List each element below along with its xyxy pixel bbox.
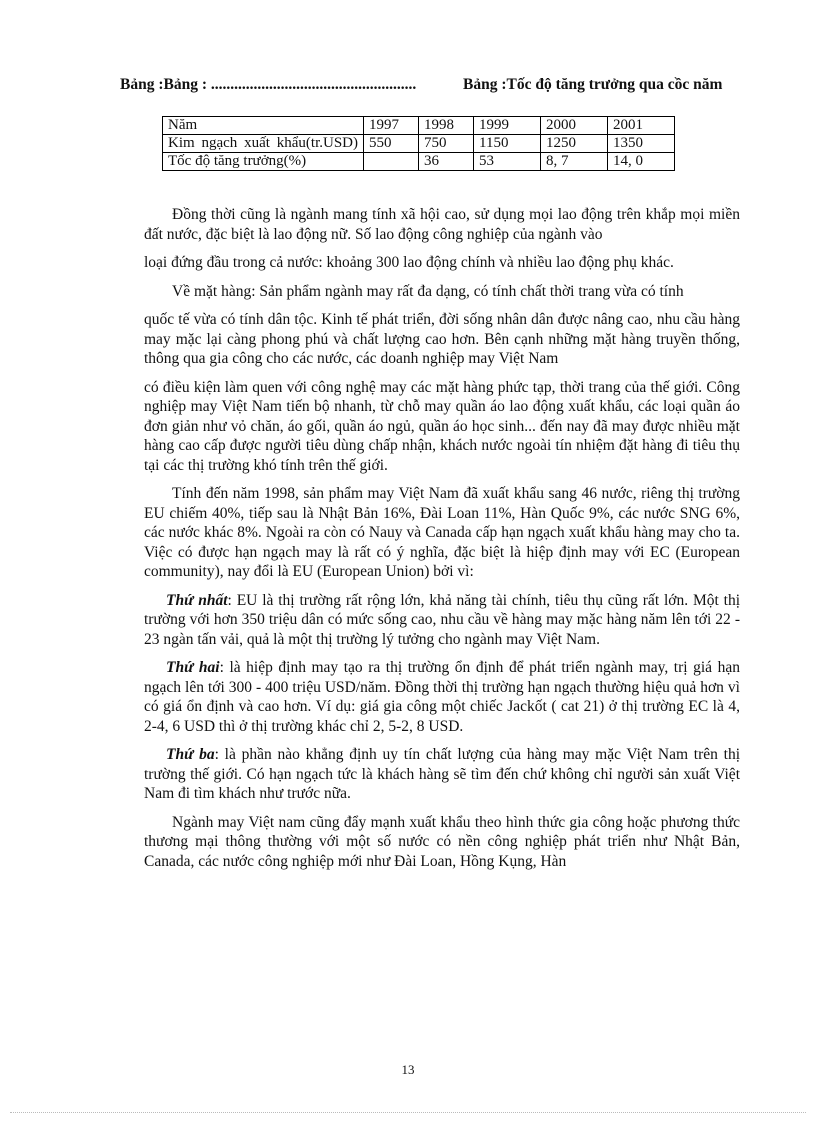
table-cell: 8, 7 — [541, 153, 608, 171]
table-cell: 2001 — [608, 117, 675, 135]
footer-divider — [10, 1112, 806, 1113]
heading-left: Bảng :Bảng : ..................................................... — [120, 76, 417, 93]
paragraph: Ngành may Việt nam cũng đẩy mạnh xuất khẩu theo hình thức gia công hoặc phương thức thương mại thông thường với một số nước có nền công nghiệp phát triển như Nhật Bản, Canada, các nước công nghiệp mới như Đài Loan, Hồng Kụng, Hàn — [144, 813, 740, 870]
table-cell: 36 — [419, 153, 474, 171]
paragraph: Tính đến năm 1998, sản phẩm may Việt Nam đã xuất khẩu sang 46 nước, riêng thị trường EU chiếm 40%, tiếp sau là Nhật Bản 16%, Đài Loan 11%, Hàn Quốc 9%, các nước SNG 6%, các nước khác 8%. Ngoài ra còn có Nauy và Canada cấp hạn ngạch xuất khẩu hàng may cho ta. Việc có được hạn ngạch may là rất có ý nghĩa, đặc biệt là hiệp định may với EC (European community), nay đổi là EU (European Union) bởi vì: — [144, 485, 740, 580]
reason-text: : là phần nào khẳng định uy tín chất lượng của hàng may mặc Việt Nam trên thị trường thế giới. Có hạn ngạch tức là khách hàng sẽ tìm đến chứ không chỉ người sản xuất Việt Nam đi tìm khách như trước nữa. — [144, 746, 740, 802]
table-cell: 14, 0 — [608, 153, 675, 171]
page-number: 13 — [401, 1062, 415, 1077]
table-cell: 1350 — [608, 135, 675, 153]
reason-label: Thứ ba — [166, 746, 215, 763]
reason-text: : là hiệp định may tạo ra thị trường ổn định để phát triển ngành may, trị giá hạn ngạch lên tới 300 - 400 triệu USD/năm. Đồng thời thị trường hạn ngạch thường hiệu quả hơn vì có giá ổn định và cao hơn. Ví dụ: giá gia công một chiếc Jackốt ( cat 21) ở thị trường EC là 4, 2-4, 6 USD thì ở thị trường khác chỉ 2, 5-2, 8 USD. — [144, 659, 740, 735]
reason-label: Thứ hai — [166, 659, 220, 676]
paragraph: có điều kiện làm quen với công nghệ may các mặt hàng phức tạp, thời trang của thế giới. Công nghiệp may Việt Nam tiến bộ nhanh, từ chỗ may quần áo lao động xuất khẩu, các loại quần áo đơn giản như vỏ chăn, áo gối, quần áo ngủ, quần áo học sinh... đến nay đã may được nhiều mặt hàng cao cấp được người tiêu dùng chấp nhận, khách nước ngoài tín nhiệm đặt hàng đi tiêu thụ tại các thị trường khó tính trên thế giới. — [144, 378, 740, 474]
reason-text: : EU là thị trường rất rộng lớn, khả năng tài chính, tiêu thụ cũng rất lớn. Một thị trường với hơn 350 triệu dân có mức sống cao, nhu cầu về hàng may mặc hàng năm lên tới 22 - 23 ngàn tấn vải, quả là một thị trường lý tưởng cho ngành may Việt Nam. — [144, 591, 741, 648]
paragraph: quốc tế vừa có tính dân tộc. Kinh tế phát triển, đời sống nhân dân được nâng cao, nhu cầu hàng may mặc lại càng phong phú và chất lượng cao hơn. Bên cạnh những mặt hàng truyền thống, thông qua gia công cho các nước, các doanh nghiệp may Việt Nam — [144, 311, 740, 367]
table-cell: Năm — [163, 117, 364, 135]
table-row — [163, 153, 675, 171]
paragraph: Đồng thời cũng là ngành mang tính xã hội cao, sử dụng mọi lao động trên khắp mọi miền đất nước, đặc biệt là lao động nữ. Số lao động công nghiệp của ngành vào — [144, 206, 740, 243]
table-cell: 750 — [419, 135, 474, 153]
table-cell: 1150 — [474, 135, 541, 153]
heading-right: Bảng :Tốc độ tăng trưởng qua cồc năm — [463, 76, 723, 93]
table-cell — [364, 153, 419, 171]
body-text — [144, 205, 740, 880]
table-cell: Tốc độ tăng trưởng(%) — [163, 153, 364, 171]
table-cell: 53 — [474, 153, 541, 171]
export-growth-table — [162, 116, 675, 171]
table-cell: 1250 — [541, 135, 608, 153]
table-cell: 550 — [364, 135, 419, 153]
table-row — [163, 135, 675, 153]
table-cell: 1998 — [419, 117, 474, 135]
table-cell: 1999 — [474, 117, 541, 135]
table-cell: 1997 — [364, 117, 419, 135]
reason-third — [144, 745, 740, 804]
paragraph: loại đứng đầu trong cả nước: khoảng 300 lao động chính và nhiều lao động phụ khác. — [144, 254, 674, 271]
reason-first — [144, 591, 740, 650]
table-cell: 2000 — [541, 117, 608, 135]
paragraph: Về mặt hàng: Sản phẩm ngành may rất đa dạng, có tính chất thời trang vừa có tính — [172, 282, 684, 300]
reason-second — [144, 658, 740, 736]
table-cell: Kim ngạch xuất khẩu(tr.USD) — [163, 135, 364, 153]
table-header-row — [163, 117, 675, 135]
reason-label: Thứ nhất — [166, 591, 228, 609]
